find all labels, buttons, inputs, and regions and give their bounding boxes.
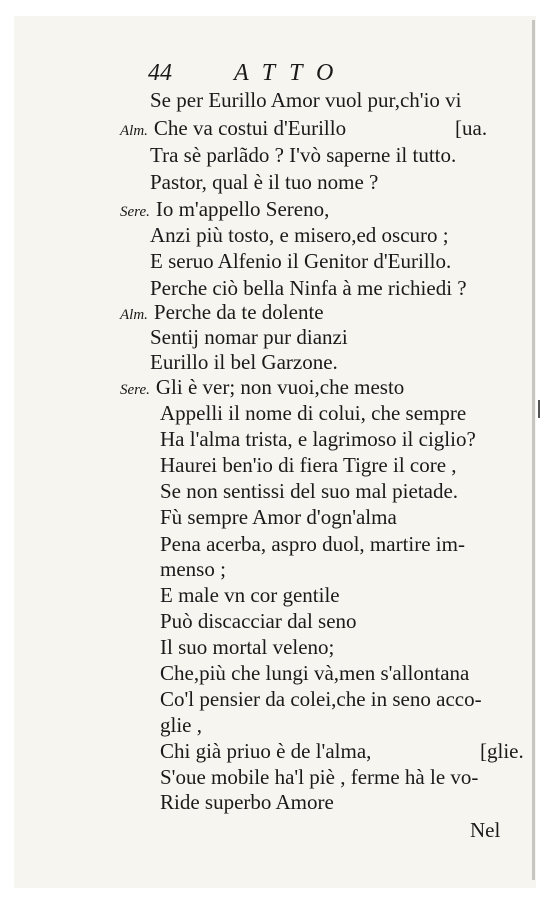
verse-text: Anzi più tosto, e misero,ed oscuro ; (150, 223, 449, 247)
verse-text: Co'l pensier da colei,che in seno acco- (160, 687, 482, 711)
verse-text: Appelli il nome di colui, che sempre (160, 401, 467, 425)
catchword: Nel (470, 818, 501, 842)
margin-mark (538, 400, 540, 418)
verse-line (120, 116, 346, 140)
verse-line (160, 765, 478, 789)
verse-line (120, 300, 324, 324)
verse-line (150, 170, 378, 194)
verse-line (160, 583, 340, 607)
verse-line (160, 661, 469, 685)
verse-line (160, 687, 482, 711)
verse-text: Che va costui d'Eurillo (153, 116, 347, 140)
verse-text: Che,più che lungi và,men s'allontana (160, 661, 470, 685)
verse-text: E male vn cor gentile (160, 583, 340, 607)
verse-text: Io m'appello Sereno, (155, 197, 330, 221)
verse-line (160, 609, 357, 633)
verse-line (160, 479, 458, 503)
speaker-name: Sere. (120, 204, 150, 220)
verse-line (150, 88, 461, 112)
verse-text: S'oue mobile ha'l piè , ferme hà le vo- (160, 765, 479, 789)
verse-text: glie , (160, 713, 202, 737)
verse-text: Gli è ver; non vuoi,che mesto (155, 375, 405, 399)
verse-line (160, 790, 334, 814)
verse-text: Se non sentissi del suo mal pietade. (160, 479, 459, 503)
verse-line (150, 276, 467, 300)
verse-text: Pastor, qual è il tuo nome ? (150, 170, 379, 194)
verse-line (160, 713, 202, 737)
verse-line (160, 739, 371, 763)
speaker-name: Alm. (120, 307, 148, 323)
verse-line (160, 401, 466, 425)
verse-line (160, 557, 226, 581)
verse-text: Tra sè parlãdo ? I'vò saperne il tutto. (150, 143, 457, 167)
verse-text: Pena acerba, aspro duol, martire im- (160, 532, 465, 556)
verse-text: Sentij nomar pur dianzi (150, 325, 348, 349)
verse-text: Perche da te dolente (153, 300, 324, 324)
verse-line (150, 350, 338, 374)
verse-text: Ride superbo Amore (160, 790, 334, 814)
verse-text: menso ; (160, 557, 226, 581)
speaker-name: Sere. (120, 382, 150, 398)
verse-line (120, 375, 404, 399)
verse-text: Eurillo il bel Garzone. (150, 350, 338, 374)
verse-text: Haurei ben'io di fiera Tigre il core , (160, 453, 457, 477)
verse-line (160, 635, 334, 659)
verse-line (160, 532, 465, 556)
verse-text: Ha l'alma trista, e lagrimoso il ciglio? (160, 427, 476, 451)
verse-runover: [glie. (480, 739, 524, 763)
verse-text: Può discacciar dal seno (160, 609, 357, 633)
page-edge (532, 20, 535, 880)
verse-text: E seruo Alfenio il Genitor d'Eurillo. (150, 249, 452, 273)
verse-text: Fù sempre Amor d'ogn'alma (160, 505, 397, 529)
verse-line (160, 427, 476, 451)
verse-text: Chi già priuo è de l'alma, (160, 739, 372, 763)
verse-text: Se per Eurillo Amor vuol pur,ch'io vi (150, 88, 462, 112)
speaker-name: Alm. (120, 123, 148, 139)
verse-line (150, 143, 456, 167)
verse-line (160, 505, 397, 529)
verse-line (150, 223, 449, 247)
verse-line (150, 325, 348, 349)
verse-line (120, 197, 329, 221)
verse-line (160, 453, 457, 477)
verse-runover: [ua. (455, 116, 488, 140)
verse-text: Il suo mortal veleno; (160, 635, 335, 659)
verse-text: Perche ciò bella Ninfa à me richiedi ? (150, 276, 467, 300)
running-head: ATTO (234, 60, 348, 86)
page-number: 44 (148, 60, 172, 86)
verse-line (150, 249, 451, 273)
